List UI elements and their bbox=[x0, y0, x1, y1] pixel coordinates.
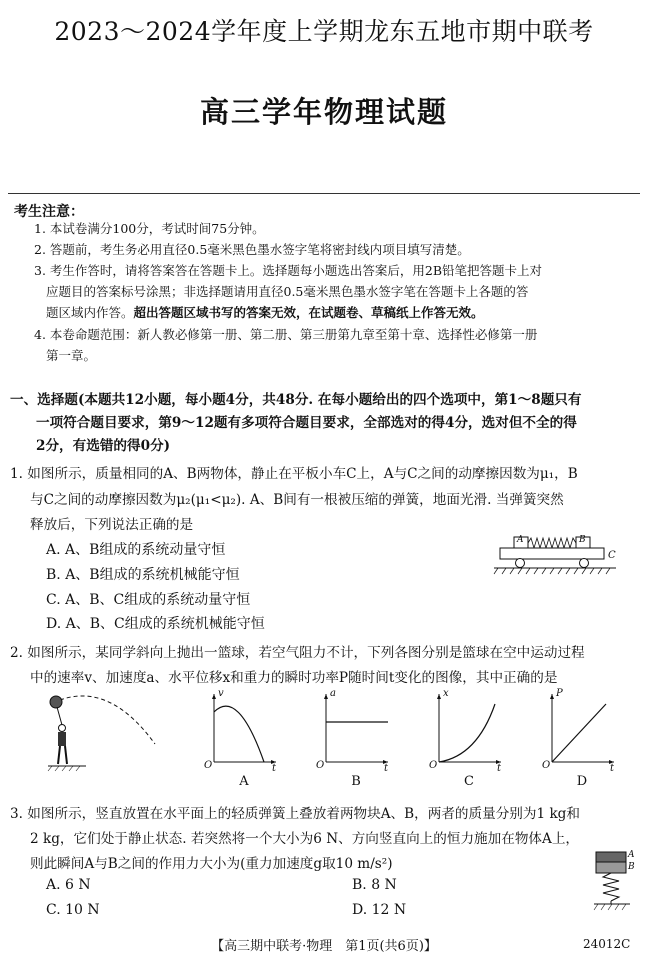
q1-label-c: C bbox=[608, 550, 616, 561]
q3-label-a: A bbox=[628, 850, 635, 860]
q2-graph-d bbox=[538, 688, 618, 774]
graph-c-caption: C bbox=[464, 774, 474, 789]
graph-b-y-label: a bbox=[330, 688, 336, 699]
notice-heading: 考生注意： bbox=[14, 204, 84, 220]
graph-c-y-label: x bbox=[443, 688, 449, 699]
q1-stem: 释放后，下列说法正确的是 bbox=[30, 517, 194, 533]
notice-line bbox=[46, 303, 484, 323]
subject-title: 高三学年物理试题 bbox=[199, 95, 448, 129]
graph-d-x-label: t bbox=[610, 763, 615, 774]
graph-b-caption: B bbox=[351, 774, 361, 789]
graph-a-caption: A bbox=[239, 774, 249, 789]
notice-line: 2. 答题前，考生务必用直径0.5毫米黑色墨水签字笔将密封线内项目填写清楚。 bbox=[34, 242, 470, 257]
q1-option-d: D. A、B、C组成的系统机械能守恒 bbox=[46, 616, 265, 632]
header-divider bbox=[8, 193, 640, 194]
notice-emphasis: 超出答题区域书写的答案无效，在试题卷、草稿纸上作答无效。 bbox=[133, 305, 484, 320]
q3-stem: 则此瞬间A与B之间的作用力大小为(重力加速度g取10 m/s²) bbox=[30, 856, 393, 872]
graph-a-x-label: t bbox=[272, 763, 277, 774]
section-instruction: 一项符合题目要求，第9～12题有多项符合题目要求，全部选对的得4分，选对但不全的得 bbox=[36, 415, 577, 431]
notice-line-text: 题区域内作答。 bbox=[46, 305, 134, 320]
notice-line: 4. 本卷命题范围：新人教必修第一册、第二册、第三册第九章至第十章、选择性必修第一册 bbox=[34, 327, 538, 342]
q1-label-a: A bbox=[517, 535, 524, 545]
graph-a-y-label: v bbox=[218, 688, 224, 699]
q1-stem: 与C之间的动摩擦因数为μ₂(μ₁<μ₂). A、B间有一根被压缩的弹簧，地面光滑. 当弹簧突然 bbox=[30, 492, 564, 508]
exam-title: 2023～2024学年度上学期龙东五地市期中联考 bbox=[54, 17, 594, 46]
q3-stem: 3. 如图所示，竖直放置在水平面上的轻质弹簧上叠放着两物块A、B，两者的质量分别为1 kg和 bbox=[10, 806, 580, 822]
q3-option-b: B. 8 N bbox=[352, 877, 397, 893]
graph-d-caption: D bbox=[576, 774, 588, 789]
q1-option-b: B. A、B组成的系统机械能守恒 bbox=[46, 567, 240, 583]
paper-code: 24012C bbox=[583, 937, 631, 951]
notice-line: 应题目的答案标号涂黑；非选择题请用直径0.5毫米黑色墨水签字笔在答题卡上各题的答 bbox=[46, 284, 529, 299]
graph-d-origin: O bbox=[542, 760, 551, 771]
q1-label-b: B bbox=[579, 535, 586, 545]
q2-basketball-figure bbox=[40, 692, 160, 782]
graph-b-x-label: t bbox=[384, 763, 389, 774]
q1-cart-figure bbox=[492, 532, 632, 578]
q2-graph-c bbox=[425, 688, 505, 774]
notice-line: 第一章。 bbox=[46, 348, 97, 363]
notice-line: 3. 考生作答时，请将答案答在答题卡上。选择题每小题选出答案后，用2B铅笔把答题卡上对 bbox=[34, 263, 543, 278]
q1-option-a: A. A、B组成的系统动量守恒 bbox=[46, 542, 226, 558]
q1-stem: 1. 如图所示，质量相同的A、B两物体，静止在平板小车C上，A与C之间的动摩擦因数为μ₁，B bbox=[10, 466, 578, 482]
graph-a-origin: O bbox=[204, 760, 213, 771]
q3-label-b: B bbox=[628, 862, 635, 872]
q3-option-a: A. 6 N bbox=[46, 877, 91, 893]
section-instruction: 一、选择题(本题共12小题，每小题4分，共48分. 在每小题给出的四个选项中，第1～8题只有 bbox=[10, 392, 582, 408]
q1-option-c: C. A、B、C组成的系统动量守恒 bbox=[46, 592, 251, 608]
q2-stem: 2. 如图所示，某同学斜向上抛出一篮球，若空气阻力不计，下列各图分别是篮球在空中运动过程 bbox=[10, 645, 585, 661]
graph-c-origin: O bbox=[429, 760, 438, 771]
q2-graph-a bbox=[200, 688, 280, 774]
graph-d-y-label: P bbox=[556, 688, 563, 699]
q3-option-c: C. 10 N bbox=[46, 902, 100, 918]
q3-stem: 2 kg，它们处于静止状态. 若突然将一个大小为6 N、方向竖直向上的恒力施加在物体A上， bbox=[30, 831, 580, 847]
notice-line: 1. 本试卷满分100分，考试时间75分钟。 bbox=[34, 221, 265, 236]
graph-b-origin: O bbox=[316, 760, 325, 771]
q2-graph-b bbox=[312, 688, 392, 774]
q2-stem: 中的速率v、加速度a、水平位移x和重力的瞬时功率P随时间t变化的图像，其中正确的是 bbox=[30, 670, 558, 686]
section-instruction: 2分，有选错的得0分) bbox=[36, 438, 171, 454]
page-footer: 【高三期中联考·物理 第1页(共6页)】 bbox=[211, 939, 437, 954]
graph-c-x-label: t bbox=[497, 763, 502, 774]
q3-spring-figure bbox=[590, 848, 638, 914]
q3-option-d: D. 12 N bbox=[352, 902, 407, 918]
